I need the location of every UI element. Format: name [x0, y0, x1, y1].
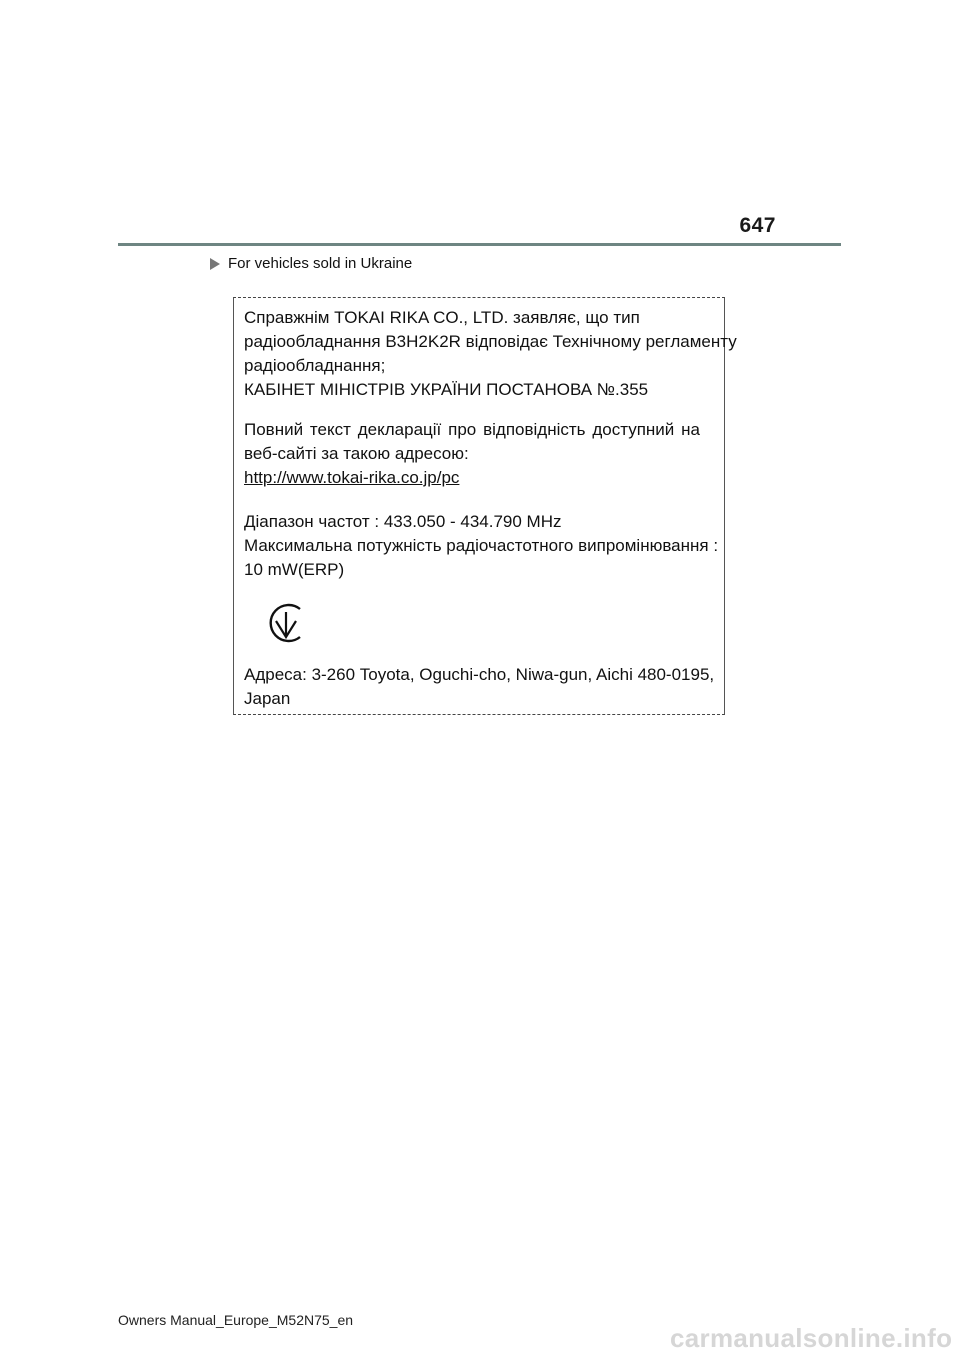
declaration-line: радіообладнання B3H2K2R відповідає Технічному регламенту	[244, 332, 737, 351]
section-heading	[210, 255, 412, 272]
declaration-line: Japan	[244, 689, 291, 708]
declaration-line: Адреса: 3-260 Toyota, Oguchi-cho, Niwa-gun, Aichi 480-0195,	[244, 665, 715, 684]
footer-text: Owners Manual_Europe_M52N75_en	[118, 1312, 354, 1328]
declaration-url-link[interactable]: http://www.tokai-rika.co.jp/pc	[244, 468, 460, 487]
declaration-line: Справжнім TOKAI RIKA CO., LTD. заявляє, що тип	[244, 308, 640, 327]
declaration-line: радіообладнання;	[244, 356, 386, 375]
declaration-line: 10 mW(ERP)	[244, 560, 345, 579]
declaration-line: Діапазон частот : 433.050 - 434.790 MHz	[244, 512, 562, 531]
watermark: carmanualsonline.info	[670, 1323, 953, 1353]
section-heading-text: For vehicles sold in Ukraine	[228, 255, 413, 272]
declaration-line: Повний текст декларації про відповідність доступний на	[244, 420, 700, 439]
declaration-line: КАБІНЕТ МІНІСТРІВ УКРАЇНИ ПОСТАНОВА №.355	[244, 380, 649, 399]
triangle-right-icon	[210, 258, 220, 270]
ukrainian-conformity-mark-icon	[264, 601, 308, 645]
page-number: 647	[739, 214, 776, 237]
declaration-line: Максимальна потужність радіочастотного випромінювання :	[244, 536, 719, 555]
declaration-line: веб-сайті за такою адресою:	[244, 444, 469, 463]
header-rule	[118, 243, 841, 246]
declaration-box	[233, 297, 737, 715]
